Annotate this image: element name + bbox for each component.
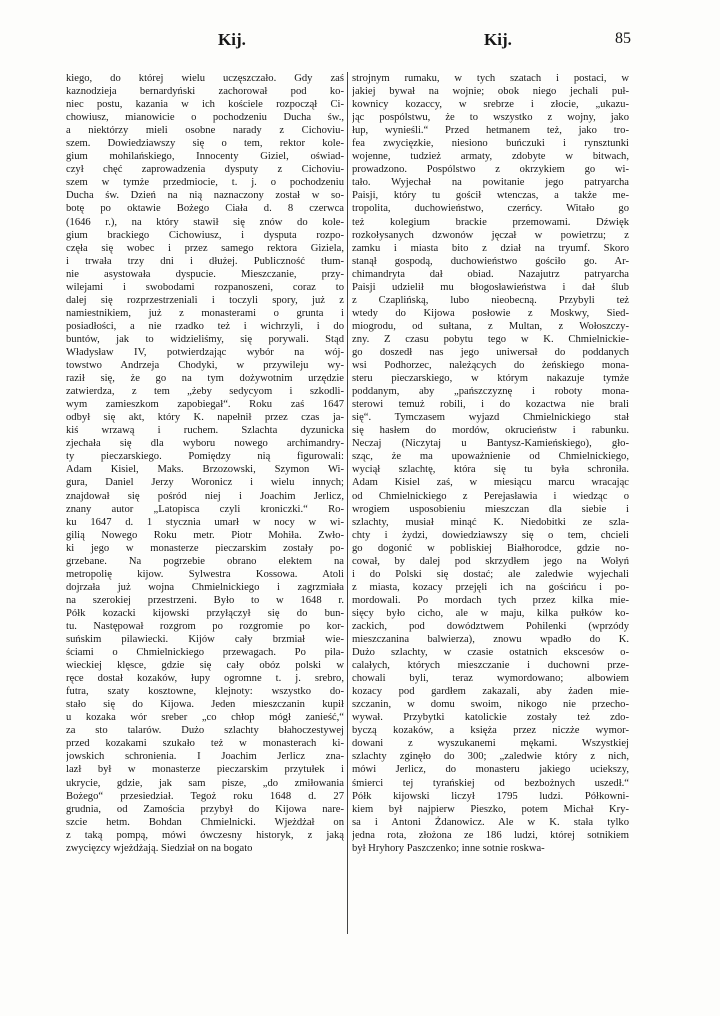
- text-line: lazł był w monasterze pieczarskim przytułek i: [66, 764, 344, 776]
- page-header: [0, 30, 720, 54]
- text-line: znajdował się pośród niej i Joachim Jerlicz,: [66, 490, 344, 502]
- text-line: ku 1647 d. 1 stycznia umarł w nocy w wi-: [66, 516, 344, 528]
- text-line: namiestnikiem, już z monasterami o grunta i: [66, 307, 344, 319]
- text-line: sa i Antoni Żdanowicz. Ale w K. stała tylko: [352, 816, 629, 828]
- text-line: znany autor „Latopisca czyli kroniczki.“ Ro-: [66, 503, 344, 515]
- text-line: wilejami i swobodami rozpanoszeni, coraz to: [66, 281, 344, 293]
- text-line: dalej się rozprzestrzeniali i toczyli spory, już z: [66, 294, 344, 306]
- text-line: i trwała trzy dni i dłużej. Publiczność tłum-: [66, 255, 344, 267]
- text-line: mordowali. Po mordach tych przez kilka mie-: [352, 594, 629, 606]
- text-line: chimandryta dał obiad. Nazajutrz patryarcha: [352, 268, 629, 280]
- text-line: ręce dostał kozaków, łupy ogromne t. j. srebro,: [66, 673, 344, 685]
- text-line: od Chmielnickiego z Perejasławia i wiedząc o: [352, 490, 629, 502]
- text-line: z miasta, kozacy przejęli ich na gościńcu i po-: [352, 581, 629, 593]
- text-line: wyciął szlachtę, która się tu była schroniła.: [352, 464, 629, 476]
- text-line: botę po oktawie Bożego Ciała d. 8 czerwca: [66, 203, 344, 215]
- text-line: się“. Tymczasem wyjazd Chmielnickiego stał: [352, 412, 629, 424]
- text-line: raził się, że go na tym dożywotnim urzędzie: [66, 373, 344, 385]
- text-line: gura, Daniel Jerzy Woronicz i wielu innych;: [66, 477, 344, 489]
- text-line: posiadłości, a nie rzadko też i wichrzyli, i do: [66, 320, 344, 332]
- text-line: chowali byli, teraz wymordowano; albowiem: [352, 673, 629, 685]
- text-line: kiem był najpierw Pieszko, potem Michał Kry-: [352, 803, 629, 815]
- text-line: gilią Nowego Roku metr. Piotr Mohiła. Zwło-: [66, 529, 344, 541]
- text-line: kownicy kozaccy, w srebrze i złocie, „ukazu-: [352, 99, 629, 111]
- text-line: sterowi temuż robili, i do kozactwa nie brali: [352, 399, 629, 411]
- text-line: gium brackiego Cichowiusz, i dysputa rozpo-: [66, 229, 344, 241]
- text-line: wsi Podhorzec, należących do żeńskiego mona-: [352, 360, 629, 372]
- text-line: na szerokiej przestrzeni. Było to w 1648 r.: [66, 594, 344, 606]
- right-column: [352, 72, 629, 855]
- text-line: tropolita, duchowieństwo, czerńcy. Witało go: [352, 203, 629, 215]
- text-line: chowiusz, mianowicie o pochodzeniu Ducha św.,: [66, 112, 344, 124]
- text-line: nie asystowała dyspucie. Mieszczanie, przy-: [66, 268, 344, 280]
- text-line: tało. Wyjechał na powitanie jego patryarcha: [352, 177, 629, 189]
- text-line: calałych, których mieszczanie i duchowni prze-: [352, 660, 629, 672]
- text-line: Ducha św. Dzień na nią naznaczony został w so-: [66, 190, 344, 202]
- text-line: wojenne, tudzież armaty, zdobyte w bitwach,: [352, 151, 629, 163]
- text-line: rozkołysanych dzwonów jęczał w powietrzu; z: [352, 229, 629, 241]
- text-line: Adam Kisiel, Maks. Brzozowski, Szymon Wi-: [66, 464, 344, 476]
- text-line: sząc, że ma upoważnienie od Chmielnickiego,: [352, 451, 629, 463]
- text-line: (1646 r.), na który stawił się znów do kole-: [66, 216, 344, 228]
- text-line: metropolię kijow. Sylwestra Kossowa. Atoli: [66, 568, 344, 580]
- text-line: zjechała się dla wyboru nowego archimandry-: [66, 438, 344, 450]
- text-line: zatwierdza, z tem „żeby sedycyom i szkodli-: [66, 386, 344, 398]
- text-line: Władysław IV, potwierdzając wybór na wój-: [66, 346, 344, 358]
- text-line: cował, by dalej pod skrzydłem jego na Wołyń: [352, 555, 629, 567]
- text-line: szlachty zginęło do 300; „zaledwie który z nich,: [352, 751, 629, 763]
- text-line: częła się wobec i przez samego rektora Giziela,: [66, 242, 344, 254]
- text-line: kaznodzieja bernardyński zachorował pod ko-: [66, 86, 344, 98]
- text-line: stało się do Kijowa. Jeden mieszczanin kupił: [66, 699, 344, 711]
- text-line: futra, szaty kosztowne, klejnoty: wszystko do-: [66, 686, 344, 698]
- text-line: jąc pospólstwu, że to wszystko z wojny, jako: [352, 112, 629, 124]
- text-line: grudnia, od Zamościa przybył do Kijowa nare-: [66, 803, 344, 815]
- text-line: towstwo Andrzeja Chodyki, w przywileju wy-: [66, 360, 344, 372]
- text-line: Półk kozacki kijowski przyłączył się do bun-: [66, 607, 344, 619]
- text-line: Dużo szlachty, w czasie ostatnich ekscesów o-: [352, 647, 629, 659]
- text-line: śmierci tej tyrańskiej od bezbożnych uszedł.“: [352, 777, 629, 789]
- text-line: też kolegium brackie przemowami. Dźwięk: [352, 216, 629, 228]
- text-line: Adam Kisiel zaś, w miesiącu marcu wracając: [352, 477, 629, 489]
- text-line: ściami o Chmielnickiego przewagach. Po pila-: [66, 647, 344, 659]
- page-number: 85: [615, 30, 631, 47]
- text-line: Paisji, który tu gościł wtenczas, a także me-: [352, 190, 629, 202]
- text-line: fea zwycięzkie, niesiono buńczuki i rynsztunki: [352, 138, 629, 150]
- text-line: steru pieczarskiego, w którym nakazuje tymże: [352, 373, 629, 385]
- text-line: Neczaj (Niczytaj u Bantysz-Kamieńskiego), gło-: [352, 438, 629, 450]
- text-line: z taką pompą, mówi ówczesny historyk, z jaką: [66, 829, 344, 841]
- text-line: sięcy było cicho, ale w maju, kilka pułków ko-: [352, 607, 629, 619]
- text-line: dowani z wyszukanemi mękami. Wszystkiej: [352, 738, 629, 750]
- text-line: wywał. Przybytki katolickie zostały też zdo-: [352, 712, 629, 724]
- text-line: szczanin, w domu swoim, nikogo nie przecho-: [352, 699, 629, 711]
- text-line: grzebane. Na pogrzebie obrano elektem na: [66, 555, 344, 567]
- text-line: ki jego w monasterze pieczarskim zostały po-: [66, 542, 344, 554]
- text-line: niec postu, kazania w ich kościele rozpoczął Ci-: [66, 99, 344, 111]
- text-line: suńskim pilawiecki. Kijów cały brzmiał wie-: [66, 634, 344, 646]
- text-line: poddanym, aby „pańszczyznę i roboty mona-: [352, 386, 629, 398]
- text-line: jakiej bywał na wojnie; obok niego jechali puł-: [352, 86, 629, 98]
- text-line: byczą kozaków, a księża przez niczże wymor-: [352, 725, 629, 737]
- text-line: prowadzono. Pospólstwo z okrzykiem go wi-: [352, 164, 629, 176]
- text-line: wieckiej klęsce, gdzie się cały obóz polski w: [66, 660, 344, 672]
- text-line: chty i żydzi, dowiedziawszy się o tem, chcieli: [352, 529, 629, 541]
- text-line: wtedy do Kijowa posłowie z Moskwy, Sied-: [352, 307, 629, 319]
- text-line: szem w tymże przedmiocie, t. j. o pochodzeniu: [66, 177, 344, 189]
- text-line: łup, wynieśli.“ Przed hetmanem też, jako tro-: [352, 125, 629, 137]
- text-line: z Czaplińską, lubo nieobecną. Przybyli też: [352, 294, 629, 306]
- text-line: mieszczanina balwierza), znowu wpadło do K.: [352, 634, 629, 646]
- text-line: zackich, pod dowództwem Pohilenki (wprzódy: [352, 620, 629, 632]
- header-keyword-right: Kij.: [484, 30, 512, 49]
- text-line: zwycięzcy wjeżdżają. Siedział on na bogato: [66, 842, 253, 854]
- text-line: zny. Z czasu pobytu tego w K. Chmielnickie-: [352, 333, 629, 345]
- column-divider: [347, 72, 348, 934]
- text-line: i do Polski się dostać; ale zaledwie wyjechali: [352, 568, 629, 580]
- text-line: kiego, do której wielu uczęszczało. Gdy zaś: [66, 73, 344, 84]
- text-line: wrogiem usposobieniu mieszczan dla siebie i: [352, 503, 629, 515]
- text-line: stanął gospodą, duchowieństwo gościło go. Ar-: [352, 255, 629, 267]
- text-line: szlachty, musiał minąć K. Niedobitki ze szla-: [352, 516, 629, 528]
- text-line: go dogonić w pobliskiej Białhorodce, gdzie no-: [352, 542, 629, 554]
- text-line: miogrodu, od sułtana, z Multan, z Wołoszczy-: [352, 320, 629, 332]
- text-line: tu. Następował rozgrom po rozgromie po kor-: [66, 620, 344, 632]
- text-line: ukrycie, gdzie, jak sam pisze, „do zmiłowania: [66, 777, 344, 789]
- text-line: dojrzała już wojna Chmielnickiego i zagrzmiała: [66, 581, 344, 593]
- text-line: odbył się akt, który K. napełnił przez czas ja-: [66, 412, 344, 424]
- text-line: się hasłem do mordów, okrucieństw i rabunku.: [352, 425, 629, 437]
- text-line: zamku i miasta bito z dział na tryumf. Skoro: [352, 242, 629, 254]
- text-line: wym zamieszkom zapobiegał“. Roku zaś 1647: [66, 399, 344, 411]
- left-column: [66, 72, 344, 855]
- text-line: szem. Dowiedziawszy się o tem, rektor kole-: [66, 138, 344, 150]
- text-line: kozacy pod gardłem zakazali, aby żaden mie-: [352, 686, 629, 698]
- text-line: a niektórzy mieli osobne narady z Cichoviu-: [66, 125, 344, 137]
- text-line: jowskich schronienia. I Joachim Jerlicz zna-: [66, 751, 344, 763]
- text-line: Bożego“ przesiedział. Tegoż roku 1648 d. 27: [66, 790, 344, 802]
- text-line: go doszedł nas jego uniwersał do poddanych: [352, 346, 629, 358]
- text-line: mówi Jerlicz, do monasteru jakiego uciekszy,: [352, 764, 629, 776]
- text-line: buntów, jak to widzieliśmy, się porywali. Stąd: [66, 333, 344, 345]
- text-line: strojnym rumaku, w tych szatach i postaci, w: [352, 73, 629, 84]
- text-line: szcie hetm. Bohdan Chmielnicki. Wjeżdżał on: [66, 816, 344, 828]
- text-line: Półk kijowski liczył 1795 ludzi. Półkowni-: [352, 790, 629, 802]
- text-line: u kozaka wór sreber „co chłop mógł zanieść,“: [66, 712, 344, 724]
- text-line: jedna rota, złożona ze 186 ludzi, której sotnikiem: [352, 829, 629, 841]
- text-line: gium mohilańskiego, Innocenty Giziel, oświad-: [66, 151, 344, 163]
- text-line: był Hryhory Paszczenko; inne sotnie roskwa-: [352, 842, 545, 854]
- text-line: Paisji udzielił mu błogosławieństwa i dał ślub: [352, 281, 629, 293]
- text-line: kiś wrzawą i ruchem. Szlachta dyzunicka: [66, 425, 344, 437]
- text-line: czył chęć zaprowadzenia dysputy z Cichoviu-: [66, 164, 344, 176]
- text-line: za sto talarów. Dużo szlachty błahoczestywej: [66, 725, 344, 737]
- text-line: ty pieczarskiego. Pomiędzy nią figurowali:: [66, 451, 344, 463]
- text-line: przed kozakami szukało też w monasterach ki-: [66, 738, 344, 750]
- header-keyword-left: Kij.: [218, 30, 246, 49]
